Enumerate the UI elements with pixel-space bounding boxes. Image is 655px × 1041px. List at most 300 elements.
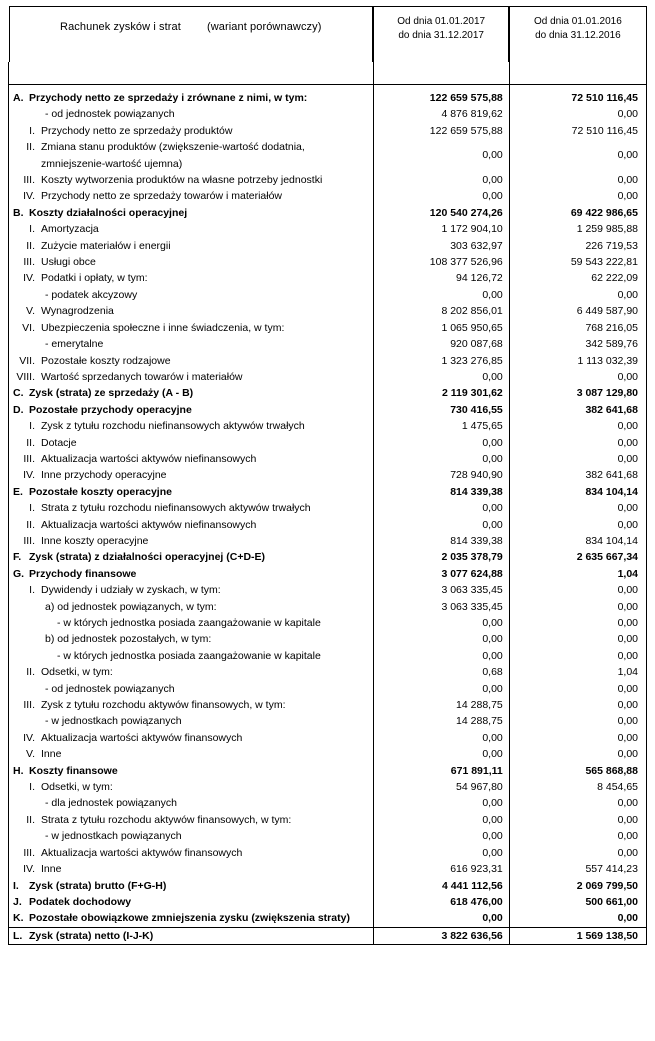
- table-row: [9, 845, 647, 861]
- row-value-2016: 1,04: [509, 566, 646, 582]
- row-label-text: Odsetki, w tym:: [41, 781, 113, 794]
- row-label-cell: [9, 517, 374, 533]
- row-label-cell: [9, 681, 374, 697]
- row-label-text: Usługi obce: [41, 256, 96, 269]
- row-symbol: II.: [26, 518, 35, 531]
- row-label-text: Odsetki, w tym:: [41, 666, 113, 679]
- row-symbol: I.: [29, 223, 35, 236]
- row-symbol: IV.: [23, 863, 35, 876]
- row-label-text: Strata z tytułu rozchodu aktywów finansowych, w tym:: [41, 813, 292, 826]
- row-value-2016: 0,00: [509, 697, 646, 713]
- row-symbol: D.: [13, 403, 24, 416]
- row-label-text: - w jednostkach powiązanych: [45, 715, 182, 728]
- row-value-2017: 0,00: [373, 615, 509, 631]
- row-label-cell: [9, 320, 374, 336]
- row-symbol: C.: [13, 387, 24, 400]
- row-label-text: Strata z tytułu rozchodu niefinansowych aktywów trwałych: [41, 502, 311, 515]
- period2-to: do dnia 31.12.2016: [535, 30, 621, 41]
- row-value-2017: 122 659 575,88: [373, 90, 509, 106]
- row-symbol: II.: [26, 666, 35, 679]
- row-label-text: Przychody netto ze sprzedaży produktów: [41, 124, 233, 137]
- row-value-2017: 1 172 904,10: [373, 221, 509, 237]
- table-row: [9, 549, 647, 565]
- table-row: [9, 779, 647, 795]
- table-row: [9, 369, 647, 385]
- row-value-2017: 0,00: [373, 828, 509, 844]
- row-label-text: Pozostałe koszty operacyjne: [29, 485, 172, 498]
- table-row: [9, 336, 647, 352]
- row-label-cell: [9, 303, 374, 319]
- row-symbol: H.: [13, 764, 24, 777]
- row-label-text: Zysk (strata) ze sprzedaży (A - B): [29, 387, 194, 400]
- row-label-cell: [9, 188, 374, 204]
- row-value-2017: 2 035 378,79: [373, 549, 509, 565]
- row-value-2016: 0,00: [509, 287, 646, 303]
- row-label-cell: [9, 861, 374, 877]
- row-label-cell: [9, 402, 374, 418]
- row-label-cell: [9, 270, 374, 286]
- row-value-2017: 0,00: [373, 188, 509, 204]
- table-row: [9, 353, 647, 369]
- row-value-2017: 0,68: [373, 664, 509, 680]
- row-value-2017: 14 288,75: [373, 713, 509, 729]
- row-label-cell: [9, 238, 374, 254]
- row-label-text: Dywidendy i udziały w zyskach, w tym:: [41, 584, 221, 597]
- row-symbol: K.: [13, 912, 24, 925]
- row-value-2016: 59 543 222,81: [509, 254, 646, 270]
- row-label-cell: [9, 549, 374, 565]
- header-blank-v1: [373, 62, 509, 85]
- row-value-2016: 768 216,05: [509, 320, 646, 336]
- row-value-2016: 0,00: [509, 599, 646, 615]
- row-label-cell: [9, 648, 374, 664]
- row-label-cell: [9, 615, 374, 631]
- row-label-cell: [9, 631, 374, 647]
- row-symbol: E.: [13, 485, 23, 498]
- period2-from: Od dnia 01.01.2016: [533, 16, 622, 27]
- row-label-text: Aktualizacja wartości aktywów niefinansowych: [41, 518, 257, 531]
- table-row: [9, 238, 647, 254]
- table-row: [9, 320, 647, 336]
- table-row: [9, 631, 647, 647]
- table-row: [9, 205, 647, 221]
- row-label-cell: [9, 910, 374, 927]
- table-row: [9, 828, 647, 844]
- row-value-2017: 2 119 301,62: [373, 385, 509, 401]
- row-value-2017: 0,00: [373, 681, 509, 697]
- header-period1-cell: [373, 6, 509, 62]
- row-value-2016: 0,00: [509, 812, 646, 828]
- row-value-2017: 120 540 274,26: [373, 205, 509, 221]
- row-value-2017: 0,00: [373, 172, 509, 188]
- table-row: [9, 582, 647, 598]
- row-value-2016: 0,00: [509, 435, 646, 451]
- table-row: [9, 910, 647, 927]
- row-label-cell: [9, 713, 374, 729]
- row-label-text: a) od jednostek powiązanych, w tym:: [45, 600, 217, 613]
- table-row: [9, 927, 647, 944]
- table-row: [9, 664, 647, 680]
- row-label-cell: [9, 369, 374, 385]
- header-blank-label: [9, 62, 374, 85]
- row-symbol: I.: [29, 502, 35, 515]
- table-row: [9, 270, 647, 286]
- row-symbol: III.: [23, 699, 35, 712]
- row-value-2016: 0,00: [509, 713, 646, 729]
- row-value-2017: 303 632,97: [373, 238, 509, 254]
- row-value-2016: 0,00: [509, 648, 646, 664]
- row-label-cell: [9, 254, 374, 270]
- row-label-text: - od jednostek powiązanych: [45, 108, 175, 121]
- row-label-cell: [9, 287, 374, 303]
- row-value-2016: 2 635 667,34: [509, 549, 646, 565]
- row-label-cell: [9, 172, 374, 188]
- row-value-2016: 0,00: [509, 451, 646, 467]
- row-value-2017: 814 339,38: [373, 533, 509, 549]
- table-row: [9, 188, 647, 204]
- row-value-2016: 62 222,09: [509, 270, 646, 286]
- row-value-2017: 14 288,75: [373, 697, 509, 713]
- row-label-cell: [9, 878, 374, 894]
- row-value-2017: 920 087,68: [373, 336, 509, 352]
- row-label-cell: [9, 927, 374, 944]
- row-value-2016: 565 868,88: [509, 763, 646, 779]
- row-value-2016: 3 087 129,80: [509, 385, 646, 401]
- row-value-2016: 0,00: [509, 139, 646, 172]
- row-value-2016: 69 422 986,65: [509, 205, 646, 221]
- row-label-cell: [9, 467, 374, 483]
- row-label-text: Zmiana stanu produktów (zwiększenie-wartość dodatnia, zmniejszenie-wartość ujemna): [41, 141, 305, 170]
- period1-from: Od dnia 01.01.2017: [397, 16, 486, 27]
- table-row: [9, 648, 647, 664]
- table-row: [9, 517, 647, 533]
- row-value-2016: 1 113 032,39: [509, 353, 646, 369]
- row-symbol: III.: [23, 174, 35, 187]
- header-blank-v2: [509, 62, 646, 85]
- row-value-2017: 0,00: [373, 500, 509, 516]
- row-label-cell: [9, 90, 374, 106]
- row-label-cell: [9, 582, 374, 598]
- row-value-2016: 382 641,68: [509, 402, 646, 418]
- row-label-cell: [9, 566, 374, 582]
- header-blank-row: [9, 62, 647, 85]
- row-label-text: - emerytalne: [45, 338, 104, 351]
- row-value-2016: 0,00: [509, 615, 646, 631]
- row-label-text: Przychody finansowe: [29, 567, 137, 580]
- row-value-2017: 3 077 624,88: [373, 566, 509, 582]
- row-symbol: A.: [13, 92, 24, 104]
- row-label-cell: [9, 746, 374, 762]
- table-row: [9, 106, 647, 122]
- row-value-2017: 730 416,55: [373, 402, 509, 418]
- row-label-text: - w których jednostka posiada zaangażowanie w kapitale: [57, 649, 321, 662]
- table-row: [9, 681, 647, 697]
- row-value-2017: 671 891,11: [373, 763, 509, 779]
- row-symbol: VII.: [19, 354, 35, 367]
- row-value-2016: 834 104,14: [509, 484, 646, 500]
- row-label-cell: [9, 828, 374, 844]
- row-value-2017: 0,00: [373, 139, 509, 172]
- row-symbol: J.: [13, 895, 22, 908]
- row-value-2017: 1 065 950,65: [373, 320, 509, 336]
- row-value-2016: 500 661,00: [509, 894, 646, 910]
- row-value-2016: 0,00: [509, 517, 646, 533]
- row-label-cell: [9, 123, 374, 139]
- table-row: [9, 221, 647, 237]
- row-value-2017: 108 377 526,96: [373, 254, 509, 270]
- row-label-cell: [9, 139, 374, 172]
- row-label-text: Przychody netto ze sprzedaży towarów i materiałów: [41, 190, 283, 203]
- row-label-cell: [9, 730, 374, 746]
- row-label-cell: [9, 664, 374, 680]
- row-value-2017: 4 876 819,62: [373, 106, 509, 122]
- table-row: [9, 533, 647, 549]
- row-value-2016: 0,00: [509, 106, 646, 122]
- row-symbol: I.: [29, 420, 35, 433]
- row-value-2017: 0,00: [373, 517, 509, 533]
- row-symbol: VIII.: [16, 370, 35, 383]
- table-row: [9, 139, 647, 172]
- table-row: [9, 878, 647, 894]
- row-symbol: VI.: [22, 321, 35, 334]
- row-value-2017: 0,00: [373, 631, 509, 647]
- row-symbol: II.: [26, 141, 35, 154]
- row-symbol: II.: [26, 813, 35, 826]
- table-row: [9, 566, 647, 582]
- row-value-2017: 4 441 112,56: [373, 878, 509, 894]
- row-label-cell: [9, 385, 374, 401]
- row-label-text: Koszty wytworzenia produktów na własne potrzeby jednostki: [41, 174, 323, 187]
- row-value-2017: 0,00: [373, 746, 509, 762]
- row-value-2016: 0,00: [509, 746, 646, 762]
- row-symbol: I.: [29, 124, 35, 137]
- row-label-cell: [9, 763, 374, 779]
- row-label-text: Amortyzacja: [41, 223, 99, 236]
- row-label-cell: [9, 353, 374, 369]
- row-value-2016: 6 449 587,90: [509, 303, 646, 319]
- row-label-cell: [9, 894, 374, 910]
- statement-title: Rachunek zysków i strat: [60, 21, 181, 33]
- row-symbol: V.: [26, 748, 35, 761]
- row-label-cell: [9, 845, 374, 861]
- row-value-2017: 0,00: [373, 369, 509, 385]
- row-value-2017: 3 822 636,56: [373, 927, 509, 944]
- row-label-cell: [9, 418, 374, 434]
- profit-and-loss-table: [8, 6, 647, 945]
- table-header: [9, 6, 647, 62]
- row-label-cell: [9, 812, 374, 828]
- row-symbol: I.: [29, 584, 35, 597]
- row-value-2016: 0,00: [509, 418, 646, 434]
- row-value-2017: 3 063 335,45: [373, 582, 509, 598]
- row-label-cell: [9, 599, 374, 615]
- row-value-2017: 0,00: [373, 648, 509, 664]
- row-label-cell: [9, 697, 374, 713]
- row-label-text: - dla jednostek powiązanych: [45, 797, 177, 810]
- row-value-2017: 94 126,72: [373, 270, 509, 286]
- row-value-2016: 0,00: [509, 188, 646, 204]
- row-value-2017: 616 923,31: [373, 861, 509, 877]
- table-body: [9, 62, 647, 90]
- row-value-2017: 728 940,90: [373, 467, 509, 483]
- row-value-2016: 557 414,23: [509, 861, 646, 877]
- table-row: [9, 385, 647, 401]
- row-symbol: IV.: [23, 469, 35, 482]
- row-label-cell: [9, 451, 374, 467]
- row-value-2016: 0,00: [509, 631, 646, 647]
- row-label-text: Pozostałe obowiązkowe zmniejszenia zysku (zwiększenia straty): [29, 912, 350, 925]
- header-title-cell: [9, 6, 374, 62]
- row-symbol: F.: [13, 551, 22, 564]
- row-label-text: Ubezpieczenia społeczne i inne świadczenia, w tym:: [41, 321, 285, 334]
- row-symbol: I.: [13, 879, 19, 892]
- row-label-text: Aktualizacja wartości aktywów finansowych: [41, 846, 243, 859]
- row-value-2017: 0,00: [373, 287, 509, 303]
- table-row: [9, 435, 647, 451]
- row-label-text: Aktualizacja wartości aktywów niefinansowych: [41, 452, 257, 465]
- row-value-2016: 0,00: [509, 582, 646, 598]
- statement-rows: [9, 90, 647, 945]
- row-label-cell: [9, 205, 374, 221]
- row-label-text: Zysk (strata) z działalności operacyjnej (C+D-E): [29, 551, 266, 564]
- row-label-cell: [9, 533, 374, 549]
- table-row: [9, 730, 647, 746]
- table-row: [9, 697, 647, 713]
- table-row: [9, 303, 647, 319]
- row-value-2017: 8 202 856,01: [373, 303, 509, 319]
- table-row: [9, 451, 647, 467]
- table-row: [9, 172, 647, 188]
- row-value-2017: 0,00: [373, 845, 509, 861]
- row-symbol: III.: [23, 846, 35, 859]
- header-period2-cell: [509, 6, 646, 62]
- row-symbol: B.: [13, 206, 24, 219]
- row-value-2017: 1 323 276,85: [373, 353, 509, 369]
- period1-to: do dnia 31.12.2017: [398, 30, 484, 41]
- row-symbol: IV.: [23, 731, 35, 744]
- row-label-text: Aktualizacja wartości aktywów finansowych: [41, 731, 243, 744]
- row-value-2016: 0,00: [509, 730, 646, 746]
- row-label-cell: [9, 779, 374, 795]
- row-label-text: Dotacje: [41, 436, 77, 449]
- row-label-text: - w których jednostka posiada zaangażowanie w kapitale: [57, 617, 321, 629]
- row-value-2016: 0,00: [509, 910, 646, 927]
- row-symbol: III.: [23, 534, 35, 547]
- row-symbol: IV.: [23, 190, 35, 203]
- row-label-text: Inne koszty operacyjne: [41, 534, 149, 547]
- table-row: [9, 418, 647, 434]
- row-label-cell: [9, 435, 374, 451]
- table-row: [9, 795, 647, 811]
- row-value-2017: 122 659 575,88: [373, 123, 509, 139]
- table-row: [9, 402, 647, 418]
- row-label-cell: [9, 106, 374, 122]
- row-label-cell: [9, 484, 374, 500]
- table-row: [9, 812, 647, 828]
- row-label-text: Zysk z tytułu rozchodu aktywów finansowych, w tym:: [41, 699, 286, 712]
- row-value-2016: 1 259 985,88: [509, 221, 646, 237]
- row-value-2017: 0,00: [373, 812, 509, 828]
- row-value-2016: 342 589,76: [509, 336, 646, 352]
- table-row: [9, 467, 647, 483]
- row-value-2017: 618 476,00: [373, 894, 509, 910]
- row-value-2017: 0,00: [373, 730, 509, 746]
- row-label-text: Koszty finansowe: [29, 764, 118, 777]
- table-row: [9, 254, 647, 270]
- row-symbol: II.: [26, 436, 35, 449]
- row-value-2016: 2 069 799,50: [509, 878, 646, 894]
- row-value-2016: 0,00: [509, 795, 646, 811]
- statement-variant: (wariant porównawczy): [206, 21, 322, 33]
- row-value-2017: 1 475,65: [373, 418, 509, 434]
- row-value-2017: 814 339,38: [373, 484, 509, 500]
- table-row: [9, 123, 647, 139]
- row-value-2017: 0,00: [373, 910, 509, 927]
- table-row: [9, 861, 647, 877]
- row-symbol: I.: [29, 781, 35, 794]
- row-label-text: Zużycie materiałów i energii: [41, 239, 171, 252]
- row-value-2016: 1 569 138,50: [509, 927, 646, 944]
- row-label-cell: [9, 500, 374, 516]
- row-label-text: Wynagrodzenia: [41, 305, 114, 318]
- row-value-2016: 0,00: [509, 369, 646, 385]
- row-value-2016: 0,00: [509, 845, 646, 861]
- row-value-2016: 0,00: [509, 681, 646, 697]
- table-row: [9, 713, 647, 729]
- row-value-2016: 72 510 116,45: [509, 123, 646, 139]
- row-value-2016: 1,04: [509, 664, 646, 680]
- table-row: [9, 484, 647, 500]
- table-row: [9, 615, 647, 631]
- row-value-2016: 834 104,14: [509, 533, 646, 549]
- row-value-2016: 72 510 116,45: [509, 90, 646, 106]
- table-row: [9, 894, 647, 910]
- row-label-text: Zysk z tytułu rozchodu niefinansowych aktywów trwałych: [41, 420, 305, 433]
- row-value-2016: 382 641,68: [509, 467, 646, 483]
- table-row: [9, 599, 647, 615]
- row-symbol: III.: [23, 452, 35, 465]
- row-value-2017: 54 967,80: [373, 779, 509, 795]
- row-label-text: Zysk (strata) netto (I-J-K): [29, 929, 154, 942]
- row-label-cell: [9, 336, 374, 352]
- row-value-2016: 0,00: [509, 500, 646, 516]
- row-value-2017: 3 063 335,45: [373, 599, 509, 615]
- row-label-text: b) od jednostek pozostałych, w tym:: [45, 633, 212, 646]
- row-symbol: L.: [13, 929, 23, 942]
- row-label-text: Podatki i opłaty, w tym:: [41, 272, 148, 285]
- row-label-cell: [9, 795, 374, 811]
- row-value-2017: 0,00: [373, 435, 509, 451]
- row-label-text: Inne: [41, 863, 62, 876]
- row-label-text: Pozostałe przychody operacyjne: [29, 403, 192, 416]
- row-value-2016: 226 719,53: [509, 238, 646, 254]
- row-label-text: - od jednostek powiązanych: [45, 682, 175, 695]
- row-symbol: G.: [13, 567, 25, 580]
- table-row: [9, 500, 647, 516]
- row-label-text: Podatek dochodowy: [29, 895, 132, 908]
- row-label-text: Koszty działalności operacyjnej: [29, 206, 188, 219]
- row-label-text: Przychody netto ze sprzedaży i zrównane z nimi, w tym:: [29, 92, 308, 104]
- row-label-text: Inne przychody operacyjne: [41, 469, 167, 482]
- row-symbol: V.: [26, 305, 35, 318]
- row-value-2017: 0,00: [373, 451, 509, 467]
- row-label-text: Zysk (strata) brutto (F+G-H): [29, 879, 167, 892]
- row-value-2016: 0,00: [509, 828, 646, 844]
- row-label-text: Pozostałe koszty rodzajowe: [41, 354, 171, 367]
- row-symbol: II.: [26, 239, 35, 252]
- row-value-2017: 0,00: [373, 795, 509, 811]
- row-label-cell: [9, 221, 374, 237]
